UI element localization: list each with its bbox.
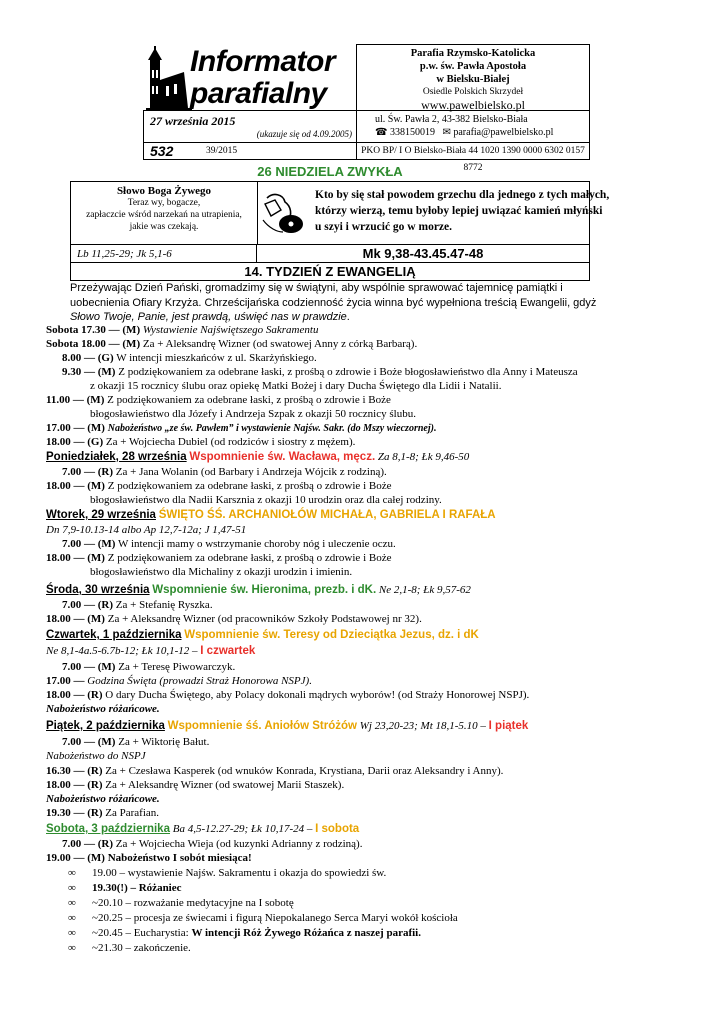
phone-icon: ☎ [375,127,388,138]
date-box: 27 września 2015 (ukazuje się od 4.09.2005) [143,110,357,143]
sunday-readings: Lb 11,25-29; Jk 5,1-6 [71,244,257,263]
mass-line: 16.30 — (R) Za + Czesława Kasperek (od wnuków Konrada, Krystiana, Darii oraz Aleksandry i Anny). [46,765,504,777]
mass-line: 18.00 — (M) Za + Aleksandrę Wizner (od pracowników Szkoły Podstawowej nr 32). [46,613,422,625]
bulletin-title: Informator parafialny [190,45,335,110]
day-header-monday: Poniedziałek, 28 września Wspomnienie św. Wacława, męcz. Za 8,1-8; Łk 9,46-50 [46,451,470,463]
mass-line: 11.00 — (M) Z podziękowaniem za odebrane łaski, z prośbą o zdrowie i Boże [46,394,391,406]
list-item: ∞ ~20.25 – procesja ze świecami i figurą Niepokalanego Serca Maryi wokół kościoła [68,912,458,924]
mass-line: 19.30 — (R) Za Parafian. [46,807,160,819]
week-title: 14. TYDZIEŃ Z EWANGELIĄ [70,262,590,281]
mass-line: 9.30 — (M) Z podziękowaniem za odebrane łaski, z prośbą o zdrowie i Boże błogosławieństwo dla Anny i Mateusza [62,366,578,378]
email-link[interactable]: parafia@pawelbielsko.pl [453,127,554,138]
mass-line: 18.00 — (R) Za + Aleksandrę Wizner (od swatowej Marii Staszek). [46,779,345,791]
mass-line: Sobota 17.30 — (M) Wystawienie Najświętszego Sakramentu [46,324,319,336]
mass-line: z okazji 15 rocznicy ślubu oraz opiekę Matki Bożej i dary Ducha Świętego dla Lidii i Natalii. [90,380,502,392]
mass-line: 7.00 — (M) W intencji mamy o wstrzymanie choroby nóg i uleczenie oczu. [62,538,396,550]
mass-line: 18.00 — (G) Za + Wojciecha Dubiel (od rodziców i siostry z mężem). [46,436,356,448]
mass-line: 18.00 — (R) O dary Ducha Świętego, aby Polacy dokonali mądrych wyborów! (od Straży Honorowej NSPJ). [46,689,530,701]
mass-line: błogosławieństwo dla Józefy i Andrzeja Szpak z okazji 50 rocznicy ślubu. [90,408,416,420]
readings: Dn 7,9-10.13-14 albo Ap 12,7-12a; J 1,47-51 [46,524,247,536]
list-item: ∞ 19.30(!) – Różaniec [68,882,182,894]
mass-line: błogosławieństwo dla Nadii Karsznia z okazji 10 urodzin oraz dla całej rodziny. [90,494,442,506]
infinity-bullet-icon: ∞ [68,882,76,894]
nspj-note: Nabożeństwo do NSPJ [46,750,146,762]
mass-line: 8.00 — (G) W intencji mieszkańców z ul. Skarżyńskiego. [62,352,317,364]
contact-box: ul. Św. Pawła 2, 43-382 Bielsko-Biała ☎ 338150019 ✉ parafia@pawelbielsko.pl [356,110,590,143]
list-item: ∞ ~21.30 – zakończenie. [68,942,191,954]
day-header-wednesday: Środa, 30 września Wspomnienie św. Hieronima, prezb. i dK. Ne 2,1-8; Łk 9,57-62 [46,584,471,596]
mass-line: 7.00 — (R) Za + Jana Wolanin (od Barbary i Andrzeja Wójcik z rodziną). [62,466,387,478]
issue-box: 532 39/2015 [143,142,357,160]
infinity-bullet-icon: ∞ [68,942,76,954]
readings: Ne 8,1-4a.5-6.7b-12; Łk 10,1-12 – I czwartek [46,645,256,657]
rosary-note: Nabożeństwo różańcowe. [46,703,160,715]
mass-line: Sobota 18.00 — (M) Za + Aleksandrę Wizner (od swatowej Anny z córką Barbarą). [46,338,418,350]
mass-line: błogosławieństwo dla Michaliny z okazji urodzin i imienin. [90,566,353,578]
word-of-god-box: Słowo Boga Żywego Teraz wy, bogacze, zapłaczcie wśród narzekań na utrapienia, jakie was czekają. Kto by się stał powodem grzechu dla jednego z tych małych, którzy wierzą, temu byłoby lepiej uwiązać kamień młyński u szyi i wrzucić go w morze. Lb 11,25-29; Jk 5,1-6 Mk 9,38-43.45.47-48 [70,181,590,263]
mass-line: 7.00 — (R) Za + Stefanię Ryszka. [62,599,213,611]
website-link[interactable]: www.pawelbielsko.pl [421,98,525,112]
bank-account: PKO BP/ I O Bielsko-Biała 44 1020 1390 0000 6302 0157 8772 [356,142,590,160]
mass-line: 19.00 — (M) Nabożeństwo I sobót miesiąca! [46,852,252,864]
infinity-bullet-icon: ∞ [68,897,76,909]
day-header-thursday: Czwartek, 1 października Wspomnienie św. Teresy od Dzieciątka Jezus, dz. i dK [46,629,479,641]
mass-line: 7.00 — (M) Za + Teresę Piwowarczyk. [62,661,236,673]
parish-info-box: Parafia Rzymsko-Katolicka p.w. św. Pawła Apostoła w Bielsku-Białej Osiedle Polskich Skrzydeł www.pawelbielsko.pl [356,44,590,111]
list-item: ∞ ~20.45 – Eucharystia: W intencji Róż Żywego Różańca z naszej parafii. [68,927,421,939]
infinity-bullet-icon: ∞ [68,912,76,924]
infinity-bullet-icon: ∞ [68,927,76,939]
day-header-friday: Piątek, 2 października Wspomnienie śś. Aniołów Stróżów Wj 23,20-23; Mt 18,1-5.10 – I piątek [46,720,529,732]
day-header-saturday: Sobota, 3 października Ba 4,5-12.27-29; Łk 10,17-24 – I sobota [46,823,360,835]
mass-line: 17.00 — (M) Nabożeństwo „ze św. Pawłem” i wystawienie Najśw. Sakr. (do Mszy wieczornej). [46,422,437,434]
mass-line: 7.00 — (M) Za + Wiktorię Bałut. [62,736,210,748]
infinity-bullet-icon: ∞ [68,867,76,879]
mail-icon: ✉ [442,127,451,138]
sunday-gospel: Mk 9,38-43.45.47-48 [257,244,589,264]
intro-paragraph: Przeżywając Dzień Pański, gromadzimy się w świątyni, aby wspólnie sprawować tajemnicę pamiątki i uobecnienia Ofiary Krzyża. Chrześcijańska codzienność życia winna być wypełniona treścią Ewangelii, gdyż Słowo Twoje, Panie, jest prawdą, uświęć nas w prawdzie. [70,282,597,323]
rosary-note: Nabożeństwo różańcowe. [46,793,160,805]
mass-line: 18.00 — (M) Z podziękowaniem za odebrane łaski, z prośbą o zdrowie i Boże [46,480,392,492]
church-logo [144,46,192,110]
millstone-icon [261,190,305,236]
mass-line: 18.00 — (M) Z podziękowaniem za odebrane łaski, z prośbą o zdrowie i Boże [46,552,392,564]
list-item: ∞ 19.00 – wystawienie Najśw. Sakramentu i okazja do spowiedzi św. [68,867,387,879]
list-item: ∞ ~20.10 – rozważanie medytacyjne na I sobotę [68,897,294,909]
sunday-title: 26 NIEDZIELA ZWYKŁA [257,164,403,179]
mass-line: 7.00 — (R) Za + Wojciecha Wieja (od kuzynki Adrianny z rodziną). [62,838,363,850]
mass-line: 17.00 — Godzina Święta (prowadzi Straż Honorowa NSPJ). [46,675,312,687]
day-header-tuesday: Wtorek, 29 września ŚWIĘTO ŚŚ. ARCHANIOŁÓW MICHAŁA, GABRIELA I RAFAŁA [46,509,496,521]
